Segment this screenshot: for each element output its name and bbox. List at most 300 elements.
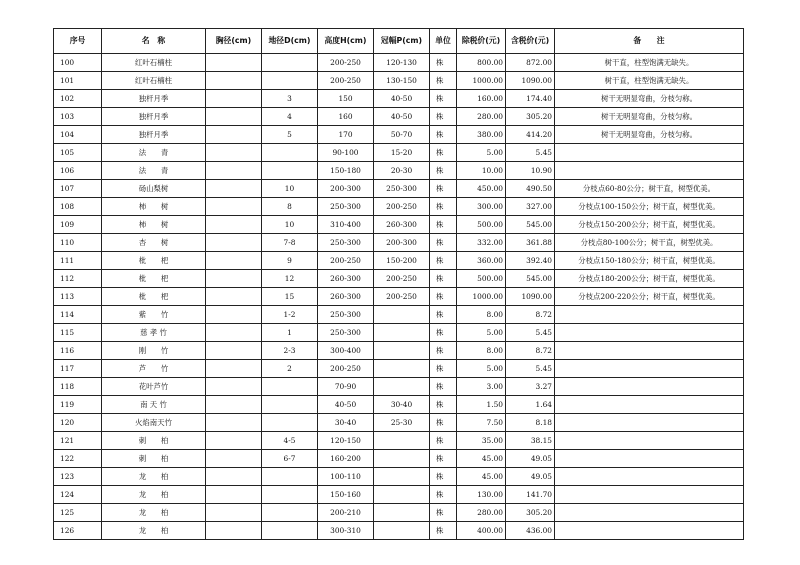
cell-note bbox=[555, 432, 744, 450]
cell-unit: 株 bbox=[430, 486, 457, 504]
cell-note: 分枝点150-180公分；树干直，树型优美。 bbox=[555, 252, 744, 270]
cell-note bbox=[555, 306, 744, 324]
cell-unit: 株 bbox=[430, 108, 457, 126]
cell-no: 118 bbox=[54, 378, 102, 396]
cell-note bbox=[555, 504, 744, 522]
cell-tax-price: 141.70 bbox=[506, 486, 555, 504]
table-row bbox=[54, 126, 744, 144]
cell-girth bbox=[206, 396, 262, 414]
cell-note bbox=[555, 342, 744, 360]
cell-no: 117 bbox=[54, 360, 102, 378]
cell-ground-diameter: 6-7 bbox=[262, 450, 318, 468]
table-row bbox=[54, 216, 744, 234]
cell-pre-tax-price: 1.50 bbox=[457, 396, 506, 414]
table-row bbox=[54, 198, 744, 216]
cell-note: 分枝点80-100公分；树干直，树型优美。 bbox=[555, 234, 744, 252]
cell-height: 70-90 bbox=[318, 378, 374, 396]
cell-girth bbox=[206, 90, 262, 108]
cell-unit: 株 bbox=[430, 396, 457, 414]
cell-tax-price: 545.00 bbox=[506, 216, 555, 234]
cell-note: 分枝点180-200公分；树干直，树型优美。 bbox=[555, 270, 744, 288]
cell-name: 龙 柏 bbox=[102, 504, 206, 522]
cell-unit: 株 bbox=[430, 216, 457, 234]
cell-pre-tax-price: 10.00 bbox=[457, 162, 506, 180]
cell-no: 115 bbox=[54, 324, 102, 342]
cell-unit: 株 bbox=[430, 90, 457, 108]
cell-tax-price: 174.40 bbox=[506, 90, 555, 108]
cell-unit: 株 bbox=[430, 54, 457, 72]
table-row bbox=[54, 180, 744, 198]
cell-unit: 株 bbox=[430, 522, 457, 540]
cell-note bbox=[555, 468, 744, 486]
cell-ground-diameter bbox=[262, 468, 318, 486]
cell-unit: 株 bbox=[430, 234, 457, 252]
cell-girth bbox=[206, 324, 262, 342]
cell-crown: 130-150 bbox=[374, 72, 430, 90]
cell-height: 260-300 bbox=[318, 270, 374, 288]
cell-ground-diameter bbox=[262, 162, 318, 180]
cell-girth bbox=[206, 72, 262, 90]
cell-pre-tax-price: 1000.00 bbox=[457, 288, 506, 306]
cell-tax-price: 3.27 bbox=[506, 378, 555, 396]
cell-no: 122 bbox=[54, 450, 102, 468]
cell-no: 102 bbox=[54, 90, 102, 108]
cell-girth bbox=[206, 306, 262, 324]
table-row bbox=[54, 270, 744, 288]
cell-crown bbox=[374, 306, 430, 324]
cell-name: 柿 树 bbox=[102, 216, 206, 234]
cell-note bbox=[555, 486, 744, 504]
cell-unit: 株 bbox=[430, 414, 457, 432]
table-row bbox=[54, 234, 744, 252]
cell-note: 分枝点60-80公分；树干直，树型优美。 bbox=[555, 180, 744, 198]
cell-ground-diameter: 4 bbox=[262, 108, 318, 126]
cell-tax-price: 361.88 bbox=[506, 234, 555, 252]
table-row bbox=[54, 288, 744, 306]
cell-height: 250-300 bbox=[318, 198, 374, 216]
cell-crown bbox=[374, 468, 430, 486]
cell-name: 杏 树 bbox=[102, 234, 206, 252]
cell-unit: 株 bbox=[430, 306, 457, 324]
cell-note: 树干无明显弯曲，分枝匀称。 bbox=[555, 90, 744, 108]
cell-tax-price: 436.00 bbox=[506, 522, 555, 540]
cell-crown: 15-20 bbox=[374, 144, 430, 162]
cell-name: 紫 竹 bbox=[102, 306, 206, 324]
cell-girth bbox=[206, 378, 262, 396]
cell-note: 分枝点100-150公分；树干直，树型优美。 bbox=[555, 198, 744, 216]
cell-height: 200-250 bbox=[318, 360, 374, 378]
cell-name: 法 青 bbox=[102, 144, 206, 162]
cell-name: 枇 杷 bbox=[102, 270, 206, 288]
cell-girth bbox=[206, 234, 262, 252]
cell-note: 分枝点200-220公分；树干直，树型优美。 bbox=[555, 288, 744, 306]
cell-girth bbox=[206, 504, 262, 522]
cell-no: 110 bbox=[54, 234, 102, 252]
cell-girth bbox=[206, 288, 262, 306]
cell-crown: 200-300 bbox=[374, 234, 430, 252]
table-row bbox=[54, 378, 744, 396]
cell-no: 124 bbox=[54, 486, 102, 504]
cell-ground-diameter: 1 bbox=[262, 324, 318, 342]
cell-girth bbox=[206, 360, 262, 378]
cell-no: 100 bbox=[54, 54, 102, 72]
table-row bbox=[54, 72, 744, 90]
cell-girth bbox=[206, 468, 262, 486]
table-row bbox=[54, 144, 744, 162]
cell-pre-tax-price: 1000.00 bbox=[457, 72, 506, 90]
cell-girth bbox=[206, 252, 262, 270]
cell-height: 90-100 bbox=[318, 144, 374, 162]
cell-name: 独杆月季 bbox=[102, 126, 206, 144]
cell-no: 107 bbox=[54, 180, 102, 198]
cell-crown: 260-300 bbox=[374, 216, 430, 234]
cell-no: 116 bbox=[54, 342, 102, 360]
table-row bbox=[54, 360, 744, 378]
table-row bbox=[54, 396, 744, 414]
cell-tax-price: 8.72 bbox=[506, 342, 555, 360]
cell-crown: 40-50 bbox=[374, 90, 430, 108]
cell-pre-tax-price: 380.00 bbox=[457, 126, 506, 144]
cell-no: 104 bbox=[54, 126, 102, 144]
cell-name: 红叶石楠柱 bbox=[102, 72, 206, 90]
cell-height: 170 bbox=[318, 126, 374, 144]
cell-no: 111 bbox=[54, 252, 102, 270]
cell-tax-price: 49.05 bbox=[506, 450, 555, 468]
cell-girth bbox=[206, 54, 262, 72]
table-row bbox=[54, 414, 744, 432]
header-girth: 胸径(cm) bbox=[206, 29, 262, 54]
cell-tax-price: 305.20 bbox=[506, 108, 555, 126]
cell-height: 310-400 bbox=[318, 216, 374, 234]
table-row bbox=[54, 252, 744, 270]
cell-height: 300-400 bbox=[318, 342, 374, 360]
cell-tax-price: 392.40 bbox=[506, 252, 555, 270]
cell-pre-tax-price: 160.00 bbox=[457, 90, 506, 108]
cell-unit: 株 bbox=[430, 468, 457, 486]
header-no: 序号 bbox=[54, 29, 102, 54]
cell-name: 法 青 bbox=[102, 162, 206, 180]
cell-girth bbox=[206, 126, 262, 144]
cell-no: 123 bbox=[54, 468, 102, 486]
cell-pre-tax-price: 450.00 bbox=[457, 180, 506, 198]
header-height: 高度H(cm) bbox=[318, 29, 374, 54]
cell-pre-tax-price: 8.00 bbox=[457, 342, 506, 360]
cell-name: 刺 柏 bbox=[102, 432, 206, 450]
cell-girth bbox=[206, 450, 262, 468]
cell-height: 200-300 bbox=[318, 180, 374, 198]
cell-no: 109 bbox=[54, 216, 102, 234]
cell-ground-diameter bbox=[262, 504, 318, 522]
cell-girth bbox=[206, 342, 262, 360]
cell-height: 250-300 bbox=[318, 306, 374, 324]
cell-crown bbox=[374, 504, 430, 522]
cell-tax-price: 5.45 bbox=[506, 324, 555, 342]
header-crown: 冠幅P(cm) bbox=[374, 29, 430, 54]
cell-ground-diameter bbox=[262, 396, 318, 414]
cell-height: 260-300 bbox=[318, 288, 374, 306]
table-row bbox=[54, 522, 744, 540]
cell-height: 150-160 bbox=[318, 486, 374, 504]
cell-girth bbox=[206, 216, 262, 234]
cell-note: 树干无明显弯曲，分枝匀称。 bbox=[555, 108, 744, 126]
cell-pre-tax-price: 5.00 bbox=[457, 144, 506, 162]
cell-name: 龙 柏 bbox=[102, 468, 206, 486]
cell-tax-price: 8.72 bbox=[506, 306, 555, 324]
cell-note bbox=[555, 522, 744, 540]
cell-height: 200-250 bbox=[318, 252, 374, 270]
header-pre-tax-price: 除税价(元) bbox=[457, 29, 506, 54]
cell-ground-diameter: 2 bbox=[262, 360, 318, 378]
cell-crown: 40-50 bbox=[374, 108, 430, 126]
cell-pre-tax-price: 360.00 bbox=[457, 252, 506, 270]
cell-unit: 株 bbox=[430, 126, 457, 144]
cell-unit: 株 bbox=[430, 432, 457, 450]
cell-height: 30-40 bbox=[318, 414, 374, 432]
cell-no: 105 bbox=[54, 144, 102, 162]
cell-name: 砀山梨树 bbox=[102, 180, 206, 198]
cell-note bbox=[555, 162, 744, 180]
table-row bbox=[54, 486, 744, 504]
cell-ground-diameter: 8 bbox=[262, 198, 318, 216]
cell-ground-diameter: 3 bbox=[262, 90, 318, 108]
plant-price-table bbox=[53, 28, 744, 540]
cell-height: 250-300 bbox=[318, 234, 374, 252]
table-row bbox=[54, 306, 744, 324]
table-row bbox=[54, 108, 744, 126]
cell-height: 160 bbox=[318, 108, 374, 126]
cell-crown: 150-200 bbox=[374, 252, 430, 270]
cell-no: 126 bbox=[54, 522, 102, 540]
table-row bbox=[54, 504, 744, 522]
cell-ground-diameter: 1-2 bbox=[262, 306, 318, 324]
header-tax-price: 含税价(元) bbox=[506, 29, 555, 54]
cell-tax-price: 1.64 bbox=[506, 396, 555, 414]
cell-tax-price: 545.00 bbox=[506, 270, 555, 288]
cell-note: 树干直，柱型饱满无缺失。 bbox=[555, 54, 744, 72]
cell-crown: 50-70 bbox=[374, 126, 430, 144]
cell-unit: 株 bbox=[430, 378, 457, 396]
cell-crown: 250-300 bbox=[374, 180, 430, 198]
cell-tax-price: 38.15 bbox=[506, 432, 555, 450]
cell-height: 40-50 bbox=[318, 396, 374, 414]
cell-pre-tax-price: 500.00 bbox=[457, 216, 506, 234]
cell-ground-diameter: 12 bbox=[262, 270, 318, 288]
cell-pre-tax-price: 7.50 bbox=[457, 414, 506, 432]
cell-no: 103 bbox=[54, 108, 102, 126]
cell-unit: 株 bbox=[430, 450, 457, 468]
cell-name: 南 天 竹 bbox=[102, 396, 206, 414]
cell-crown: 200-250 bbox=[374, 288, 430, 306]
table-row bbox=[54, 324, 744, 342]
cell-height: 200-250 bbox=[318, 54, 374, 72]
cell-tax-price: 305.20 bbox=[506, 504, 555, 522]
cell-no: 120 bbox=[54, 414, 102, 432]
cell-unit: 株 bbox=[430, 324, 457, 342]
cell-girth bbox=[206, 432, 262, 450]
cell-pre-tax-price: 300.00 bbox=[457, 198, 506, 216]
cell-crown: 20-30 bbox=[374, 162, 430, 180]
cell-height: 250-300 bbox=[318, 324, 374, 342]
cell-pre-tax-price: 8.00 bbox=[457, 306, 506, 324]
cell-pre-tax-price: 5.00 bbox=[457, 360, 506, 378]
table-body bbox=[54, 54, 744, 540]
cell-tax-price: 414.20 bbox=[506, 126, 555, 144]
cell-crown bbox=[374, 378, 430, 396]
cell-girth bbox=[206, 180, 262, 198]
cell-pre-tax-price: 800.00 bbox=[457, 54, 506, 72]
cell-crown bbox=[374, 522, 430, 540]
cell-ground-diameter bbox=[262, 522, 318, 540]
cell-height: 200-210 bbox=[318, 504, 374, 522]
cell-ground-diameter bbox=[262, 54, 318, 72]
cell-height: 160-200 bbox=[318, 450, 374, 468]
cell-crown: 200-250 bbox=[374, 198, 430, 216]
cell-unit: 株 bbox=[430, 180, 457, 198]
cell-name: 枇 杷 bbox=[102, 252, 206, 270]
cell-ground-diameter: 10 bbox=[262, 180, 318, 198]
cell-height: 150-180 bbox=[318, 162, 374, 180]
cell-name: 芦 竹 bbox=[102, 360, 206, 378]
cell-tax-price: 5.45 bbox=[506, 144, 555, 162]
cell-unit: 株 bbox=[430, 342, 457, 360]
table-header-row bbox=[54, 29, 744, 54]
table-row bbox=[54, 342, 744, 360]
cell-name: 龙 柏 bbox=[102, 486, 206, 504]
cell-ground-diameter: 2-3 bbox=[262, 342, 318, 360]
table-row bbox=[54, 468, 744, 486]
cell-no: 108 bbox=[54, 198, 102, 216]
cell-ground-diameter bbox=[262, 378, 318, 396]
cell-pre-tax-price: 400.00 bbox=[457, 522, 506, 540]
cell-pre-tax-price: 45.00 bbox=[457, 450, 506, 468]
table-row bbox=[54, 54, 744, 72]
cell-pre-tax-price: 280.00 bbox=[457, 504, 506, 522]
cell-ground-diameter bbox=[262, 414, 318, 432]
cell-tax-price: 10.90 bbox=[506, 162, 555, 180]
cell-crown: 120-130 bbox=[374, 54, 430, 72]
cell-note bbox=[555, 450, 744, 468]
cell-tax-price: 327.00 bbox=[506, 198, 555, 216]
cell-pre-tax-price: 332.00 bbox=[457, 234, 506, 252]
cell-note bbox=[555, 414, 744, 432]
cell-crown: 200-250 bbox=[374, 270, 430, 288]
cell-tax-price: 8.18 bbox=[506, 414, 555, 432]
cell-name: 火焰南天竹 bbox=[102, 414, 206, 432]
cell-unit: 株 bbox=[430, 252, 457, 270]
cell-note bbox=[555, 324, 744, 342]
cell-pre-tax-price: 5.00 bbox=[457, 324, 506, 342]
cell-no: 119 bbox=[54, 396, 102, 414]
cell-name: 独杆月季 bbox=[102, 90, 206, 108]
cell-no: 113 bbox=[54, 288, 102, 306]
cell-crown bbox=[374, 450, 430, 468]
cell-height: 120-150 bbox=[318, 432, 374, 450]
cell-crown: 30-40 bbox=[374, 396, 430, 414]
cell-girth bbox=[206, 522, 262, 540]
cell-pre-tax-price: 3.00 bbox=[457, 378, 506, 396]
cell-note bbox=[555, 396, 744, 414]
header-name: 名 称 bbox=[102, 29, 206, 54]
cell-ground-diameter: 5 bbox=[262, 126, 318, 144]
cell-girth bbox=[206, 108, 262, 126]
table-row bbox=[54, 432, 744, 450]
cell-name: 慈 孝 竹 bbox=[102, 324, 206, 342]
cell-name: 刚 竹 bbox=[102, 342, 206, 360]
cell-pre-tax-price: 500.00 bbox=[457, 270, 506, 288]
cell-name: 枇 杷 bbox=[102, 288, 206, 306]
cell-unit: 株 bbox=[430, 360, 457, 378]
cell-crown bbox=[374, 486, 430, 504]
cell-ground-diameter bbox=[262, 144, 318, 162]
cell-ground-diameter bbox=[262, 486, 318, 504]
cell-name: 柿 树 bbox=[102, 198, 206, 216]
cell-girth bbox=[206, 198, 262, 216]
cell-crown bbox=[374, 324, 430, 342]
cell-tax-price: 1090.00 bbox=[506, 288, 555, 306]
cell-unit: 株 bbox=[430, 162, 457, 180]
cell-ground-diameter: 9 bbox=[262, 252, 318, 270]
cell-unit: 株 bbox=[430, 144, 457, 162]
cell-ground-diameter: 10 bbox=[262, 216, 318, 234]
cell-ground-diameter: 4-5 bbox=[262, 432, 318, 450]
cell-no: 121 bbox=[54, 432, 102, 450]
cell-tax-price: 872.00 bbox=[506, 54, 555, 72]
header-ground-diameter: 地径D(cm) bbox=[262, 29, 318, 54]
cell-name: 红叶石楠柱 bbox=[102, 54, 206, 72]
cell-note bbox=[555, 144, 744, 162]
cell-name: 刺 柏 bbox=[102, 450, 206, 468]
cell-name: 花叶芦竹 bbox=[102, 378, 206, 396]
cell-ground-diameter: 7-8 bbox=[262, 234, 318, 252]
cell-unit: 株 bbox=[430, 270, 457, 288]
cell-tax-price: 5.45 bbox=[506, 360, 555, 378]
cell-height: 300-310 bbox=[318, 522, 374, 540]
cell-pre-tax-price: 35.00 bbox=[457, 432, 506, 450]
cell-tax-price: 1090.00 bbox=[506, 72, 555, 90]
cell-pre-tax-price: 280.00 bbox=[457, 108, 506, 126]
cell-no: 114 bbox=[54, 306, 102, 324]
cell-crown bbox=[374, 342, 430, 360]
cell-pre-tax-price: 130.00 bbox=[457, 486, 506, 504]
cell-pre-tax-price: 45.00 bbox=[457, 468, 506, 486]
cell-name: 独杆月季 bbox=[102, 108, 206, 126]
cell-note bbox=[555, 360, 744, 378]
cell-no: 106 bbox=[54, 162, 102, 180]
table-row bbox=[54, 450, 744, 468]
cell-girth bbox=[206, 486, 262, 504]
cell-unit: 株 bbox=[430, 72, 457, 90]
cell-crown bbox=[374, 360, 430, 378]
cell-unit: 株 bbox=[430, 198, 457, 216]
cell-girth bbox=[206, 270, 262, 288]
header-unit: 单位 bbox=[430, 29, 457, 54]
table-row bbox=[54, 162, 744, 180]
cell-crown bbox=[374, 432, 430, 450]
cell-height: 100-110 bbox=[318, 468, 374, 486]
cell-no: 125 bbox=[54, 504, 102, 522]
cell-note: 分枝点150-200公分；树干直，树型优美。 bbox=[555, 216, 744, 234]
cell-girth bbox=[206, 162, 262, 180]
cell-girth bbox=[206, 144, 262, 162]
cell-girth bbox=[206, 414, 262, 432]
cell-name: 龙 柏 bbox=[102, 522, 206, 540]
header-note: 备 注 bbox=[555, 29, 744, 54]
cell-note bbox=[555, 378, 744, 396]
cell-height: 150 bbox=[318, 90, 374, 108]
cell-unit: 株 bbox=[430, 504, 457, 522]
cell-height: 200-250 bbox=[318, 72, 374, 90]
cell-note: 树干无明显弯曲，分枝匀称。 bbox=[555, 126, 744, 144]
